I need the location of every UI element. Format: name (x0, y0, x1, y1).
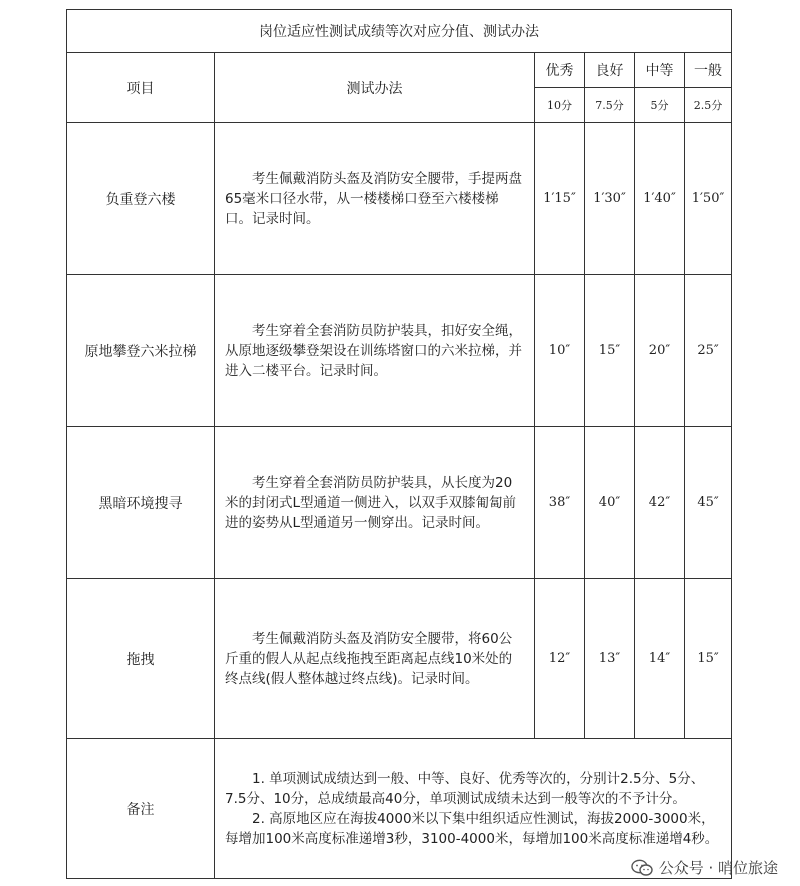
note-paragraph: 2. 高原地区应在海拔4000米以下集中组织适应性测试，海拔2000-3000米，每增加100米高度标准递增3秒，3100-4000米，每增加100米高度标准递增4秒。 (225, 810, 719, 847)
row-value: 1′15″ (535, 123, 585, 275)
row-method: 考生穿着全套消防员防护装具，从长度为20米的封闭式L型通道一侧进入，以双手双膝匍匐前进的姿势从L型通道另一侧穿出。记录时间。 (215, 427, 535, 579)
header-method: 测试办法 (215, 53, 535, 123)
header-item: 项目 (67, 53, 215, 123)
row-value: 25″ (685, 275, 732, 427)
note-paragraph: 1. 单项测试成绩达到一般、中等、良好、优秀等次的，分别计2.5分、5分、7.5分、10分，总成绩最高40分，单项测试成绩未达到一般等次的不予计分。 (225, 770, 705, 807)
row-value: 1′50″ (685, 123, 732, 275)
row-value: 38″ (535, 427, 585, 579)
row-item: 原地攀登六米拉梯 (67, 275, 215, 427)
level-points: 5分 (635, 88, 685, 123)
row-value: 45″ (685, 427, 732, 579)
row-item: 负重登六楼 (67, 123, 215, 275)
row-value: 15″ (685, 579, 732, 739)
wechat-icon (631, 859, 653, 877)
watermark-text: 公众号 · 哨位旅途 (658, 859, 778, 877)
row-value: 1′30″ (585, 123, 635, 275)
row-item: 黑暗环境搜寻 (67, 427, 215, 579)
row-method: 考生佩戴消防头盔及消防安全腰带，手提两盘65毫米口径水带，从一楼楼梯口登至六楼楼梯口。记录时间。 (215, 123, 535, 275)
notes-label: 备注 (67, 739, 215, 879)
level-label: 中等 (635, 53, 685, 88)
row-method: 考生穿着全套消防员防护装具，扣好安全绳，从原地逐级攀登架设在训练塔窗口的六米拉梯，并进入二楼平台。记录时间。 (215, 275, 535, 427)
row-method: 考生佩戴消防头盔及消防安全腰带，将60公斤重的假人从起点线拖拽至距离起点线10米处的终点线(假人整体越过终点线)。记录时间。 (215, 579, 535, 739)
row-value: 10″ (535, 275, 585, 427)
table-row (67, 579, 732, 739)
table-row (67, 123, 732, 275)
level-label: 优秀 (535, 53, 585, 88)
row-value: 13″ (585, 579, 635, 739)
level-points: 7.5分 (585, 88, 635, 123)
watermark (631, 857, 778, 878)
row-value: 40″ (585, 427, 635, 579)
level-points: 2.5分 (685, 88, 732, 123)
level-points: 10分 (535, 88, 585, 123)
table-row (67, 427, 732, 579)
table-title: 岗位适应性测试成绩等次对应分值、测试办法 (67, 10, 732, 53)
row-value: 14″ (635, 579, 685, 739)
row-value: 42″ (635, 427, 685, 579)
row-value: 12″ (535, 579, 585, 739)
row-value: 20″ (635, 275, 685, 427)
table-row (67, 275, 732, 427)
row-value: 15″ (585, 275, 635, 427)
level-label: 良好 (585, 53, 635, 88)
level-label: 一般 (685, 53, 732, 88)
row-item: 拖拽 (67, 579, 215, 739)
assessment-table (66, 9, 732, 879)
row-value: 1′40″ (635, 123, 685, 275)
